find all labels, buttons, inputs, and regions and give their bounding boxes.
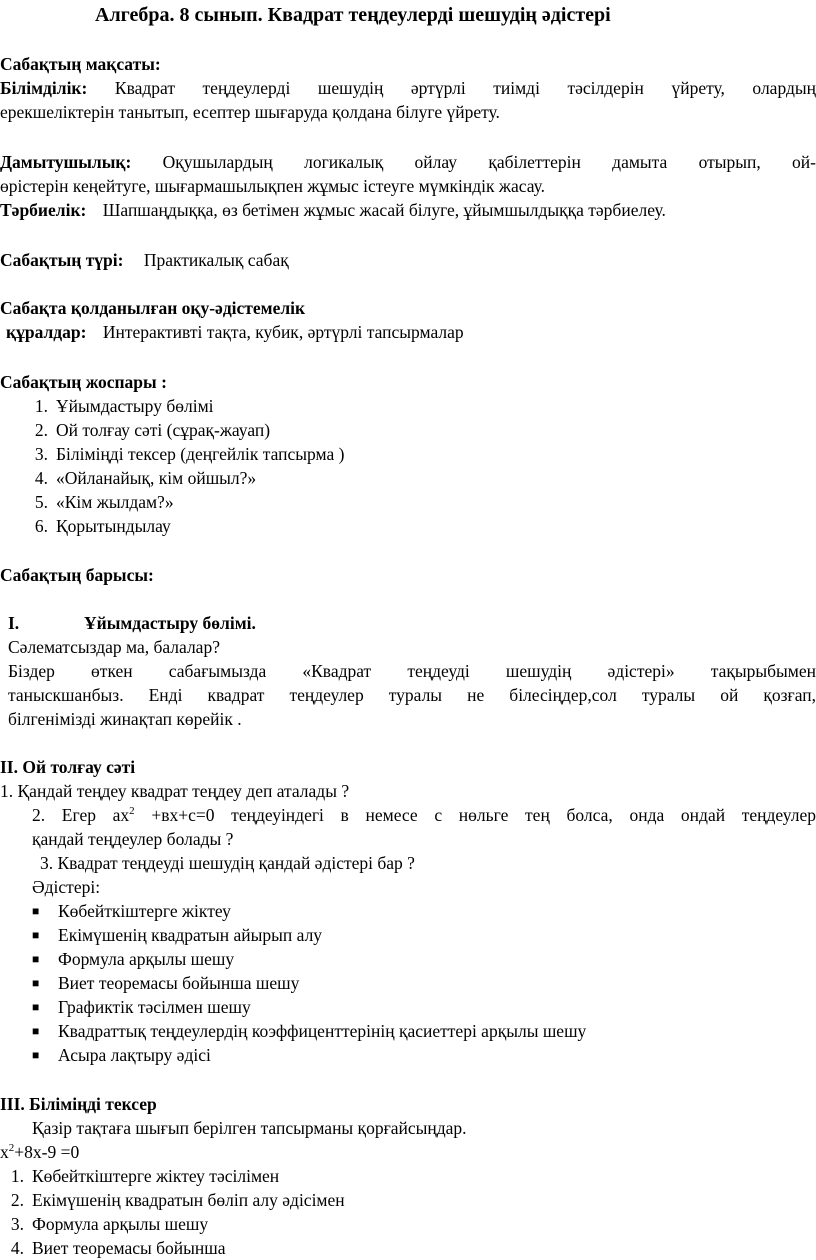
section2-question2-line1: 2. Егер $ах^2 +вх+с=0$ теңдеуіндегі в немесе с нөльге тең болса, онда ондай теңдеулер (32, 805, 816, 825)
task-item: 3. Формула арқылы шешу (10, 1214, 209, 1234)
section3-equation: $х^2+8х-9 =0$ (0, 1142, 80, 1162)
task-item: 4. Виет теоремасы бойынша (10, 1238, 226, 1258)
page-title: Алгебра. 8 сынып. Квадрат теңдеулерді шешудің әдістері (95, 4, 611, 26)
method-item: ■ Квадраттық теңдеулердің коэффиценттерінің қасиеттері арқылы шешу (32, 1021, 587, 1041)
tools-label-line2: құралдар: (6, 322, 87, 342)
goals-educational-line1 (0, 76, 816, 100)
method-item: ■ Екімүшенің квадратын айырып алу (32, 925, 323, 945)
educational-text: Квадрат теңдеулерді шешудің әртүрлі тиімді тәсілдерін үйрету, олардың (114, 78, 816, 98)
task-item: 2. Екімүшенің квадратын бөліп алу әдісімен (10, 1190, 345, 1210)
method-item: ■ Асыра лақтыру әдісі (32, 1045, 211, 1065)
educational-label: Білімділік: (0, 78, 88, 98)
lesson-type-value: Практикалық сабақ (143, 250, 289, 270)
plan-item: 1. Ұйымдастыру бөлімі (34, 396, 214, 416)
methods-label: Әдістері: (32, 877, 101, 897)
lesson-type (0, 248, 289, 272)
developing-text: Оқушылардың логикалық ойлау қабілеттерін дамыта отырып, ой- (162, 152, 816, 172)
developing-label: Дамытушылық: (0, 152, 132, 172)
tools-line2 (6, 320, 464, 344)
upbringing-label: Тәрбиелік: (0, 200, 87, 220)
upbringing-text: Шапшаңдыққа, өз бетімен жұмыс жасай білуге, ұйымшылдыққа тәрбиелеу. (102, 200, 666, 220)
goals-developing-line2: өрістерін кеңейтуге, шығармашылықпен жұмыс істеуге мүмкіндік жасау. (0, 176, 545, 196)
plan-item: 6. Қорытындылау (34, 516, 171, 536)
progress-heading: Сабақтың барысы: (0, 565, 154, 585)
method-item: ■ Формула арқылы шешу (32, 949, 235, 969)
bullet-icon: ■ (32, 1000, 40, 1014)
section1-greeting: Сәлематсыздар ма, балалар? (8, 637, 220, 657)
bullet-icon: ■ (32, 904, 40, 918)
goals-heading: Сабақтың мақсаты: (0, 54, 161, 74)
plan-item: 5. «Кім жылдам?» (34, 492, 174, 512)
goals-upbringing (0, 198, 666, 222)
section2-question2-line2: қандай теңдеулер болады ? (32, 829, 234, 849)
section2-question3: 3. Квадрат теңдеуді шешудің қандай әдістері бар ? (40, 853, 415, 873)
method-item: ■ Графиктік тәсілмен шешу (32, 997, 251, 1017)
bullet-icon: ■ (32, 1024, 40, 1038)
section3-title: III. Біліміңді тексер (0, 1094, 157, 1114)
tools-label-line1: Сабақта қолданылған оқу-әдістемелік (0, 298, 306, 318)
lesson-type-label: Сабақтың түрі: (0, 250, 124, 270)
bullet-icon: ■ (32, 1048, 40, 1062)
goals-educational-line2: ерекшеліктерін танытып, есептер шығаруда қолдана білуге үйрету. (0, 102, 500, 122)
method-item: ■ Виет теоремасы бойынша шешу (32, 973, 300, 993)
method-item: ■ Көбейткіштерге жіктеу (32, 901, 231, 921)
plan-item: 4. «Ойланайық, кім ойшыл?» (34, 468, 257, 488)
section1-title: Ұйымдастыру бөлімі. (84, 613, 256, 633)
tools-value: Интерактивті тақта, кубик, әртүрлі тапсырмалар (102, 322, 464, 342)
bullet-icon: ■ (32, 976, 40, 990)
section1-number: I. (8, 613, 20, 633)
section1-paragraph-line2: таныскшанбыз. Енді квадрат теңдеулер туралы не білесіңдер,сол туралы ой қозғап, (8, 685, 816, 705)
section3-instruction: Қазір тақтаға шығып берілген тапсырманы қорғайсыңдар. (32, 1118, 467, 1138)
plan-item: 2. Ой толғау сәті (сұрақ-жауап) (34, 420, 271, 440)
bullet-icon: ■ (32, 928, 40, 942)
plan-heading: Сабақтың жоспары : (0, 372, 167, 392)
section2-title: II. Ой толғау сәті (0, 757, 136, 777)
task-item: 1. Көбейткіштерге жіктеу тәсілімен (10, 1166, 280, 1186)
goals-developing-line1 (0, 150, 816, 174)
plan-item: 3. Біліміңді тексер (деңгейлік тапсырма ) (34, 444, 345, 464)
section2-question1: 1. Қандай теңдеу квадрат теңдеу деп аталады ? (0, 781, 350, 801)
section1-paragraph-line3: білгеніміздi жинақтап көрейік . (8, 709, 242, 729)
section1-heading (8, 611, 256, 635)
bullet-icon: ■ (32, 952, 40, 966)
section1-paragraph-line1: Біздер өткен сабағымызда «Квадрат теңдеуді шешудің әдістері» тақырыбымен (8, 661, 816, 681)
